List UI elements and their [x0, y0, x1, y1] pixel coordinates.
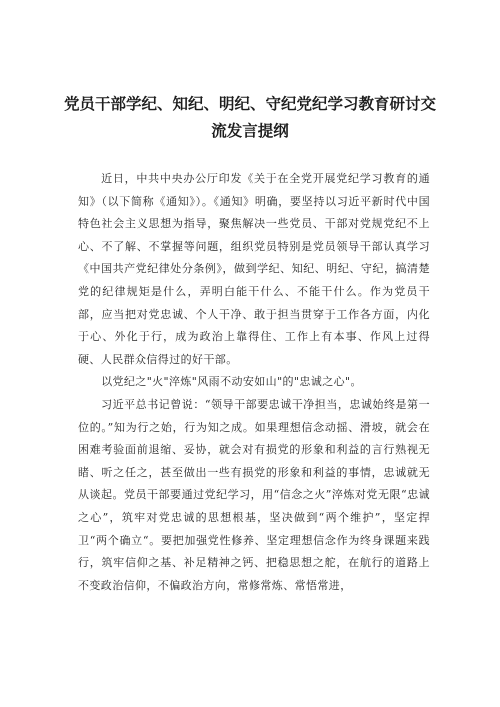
section-heading: 以党纪之"火"淬炼"风雨不动安如山"的"忠诚之心"。	[101, 375, 362, 389]
document-body	[78, 168, 430, 597]
document-title	[60, 91, 440, 145]
paragraph-intro: 近日，中共中央办公厅印发《关于在全党开展党纪学习教育的通知》（以下简称《通知》）。《通知》明确，要坚持以习近平新时代中国特色社会主义思想为指导，聚焦解决一些党员、干部对党规党纪不上心、不了解、不掌握等问题，组织党员特别是党员领导干部认真学习《中国共产党纪律处分条例》，做到学纪、知纪、明纪、守纪，搞清楚党的纪律规矩是什么，弄明白能干什么、不能干什么。作为党员干部，应当把对党忠诚、个人干净、敢于担当贯穿于工作各方面，内化于心、外化于行，成为政治上靠得住、工作上有本事、作风上过得硬、人民群众信得过的好干部。	[78, 172, 430, 366]
paragraph-loyalty: 习近平总书记曾说：“领导干部要忠诚干净担当，忠诚始终是第一位的。”知为行之始，行为知之成。如果理想信念动摇、滑坡，就会在困难考验面前退缩、妥协，就会对有损党的形象和利益的言行熟视无睹、听之任之，甚至做出一些有损党的形象和利益的事情，忠诚就无从谈起。党员干部要通过党纪学习，用“信念之火”淬炼对党无限“忠诚之心”，筑牢对党忠诚的思想根基，坚决做到“两个维护”，坚定捍卫“两个确立“。要把加强党性修养、坚定理想信念作为终身课题来践行，筑牢信仰之基、补足精神之钙、把稳思想之舵，在航行的道路上不变政治信仰，不偏政治方向，常修常炼、常悟常进，	[78, 397, 430, 592]
title-line-1: 党员干部学纪、知纪、明纪、守纪党纪学习教育研讨交	[63, 95, 436, 113]
title-line-2: 流发言提纲	[211, 122, 289, 140]
